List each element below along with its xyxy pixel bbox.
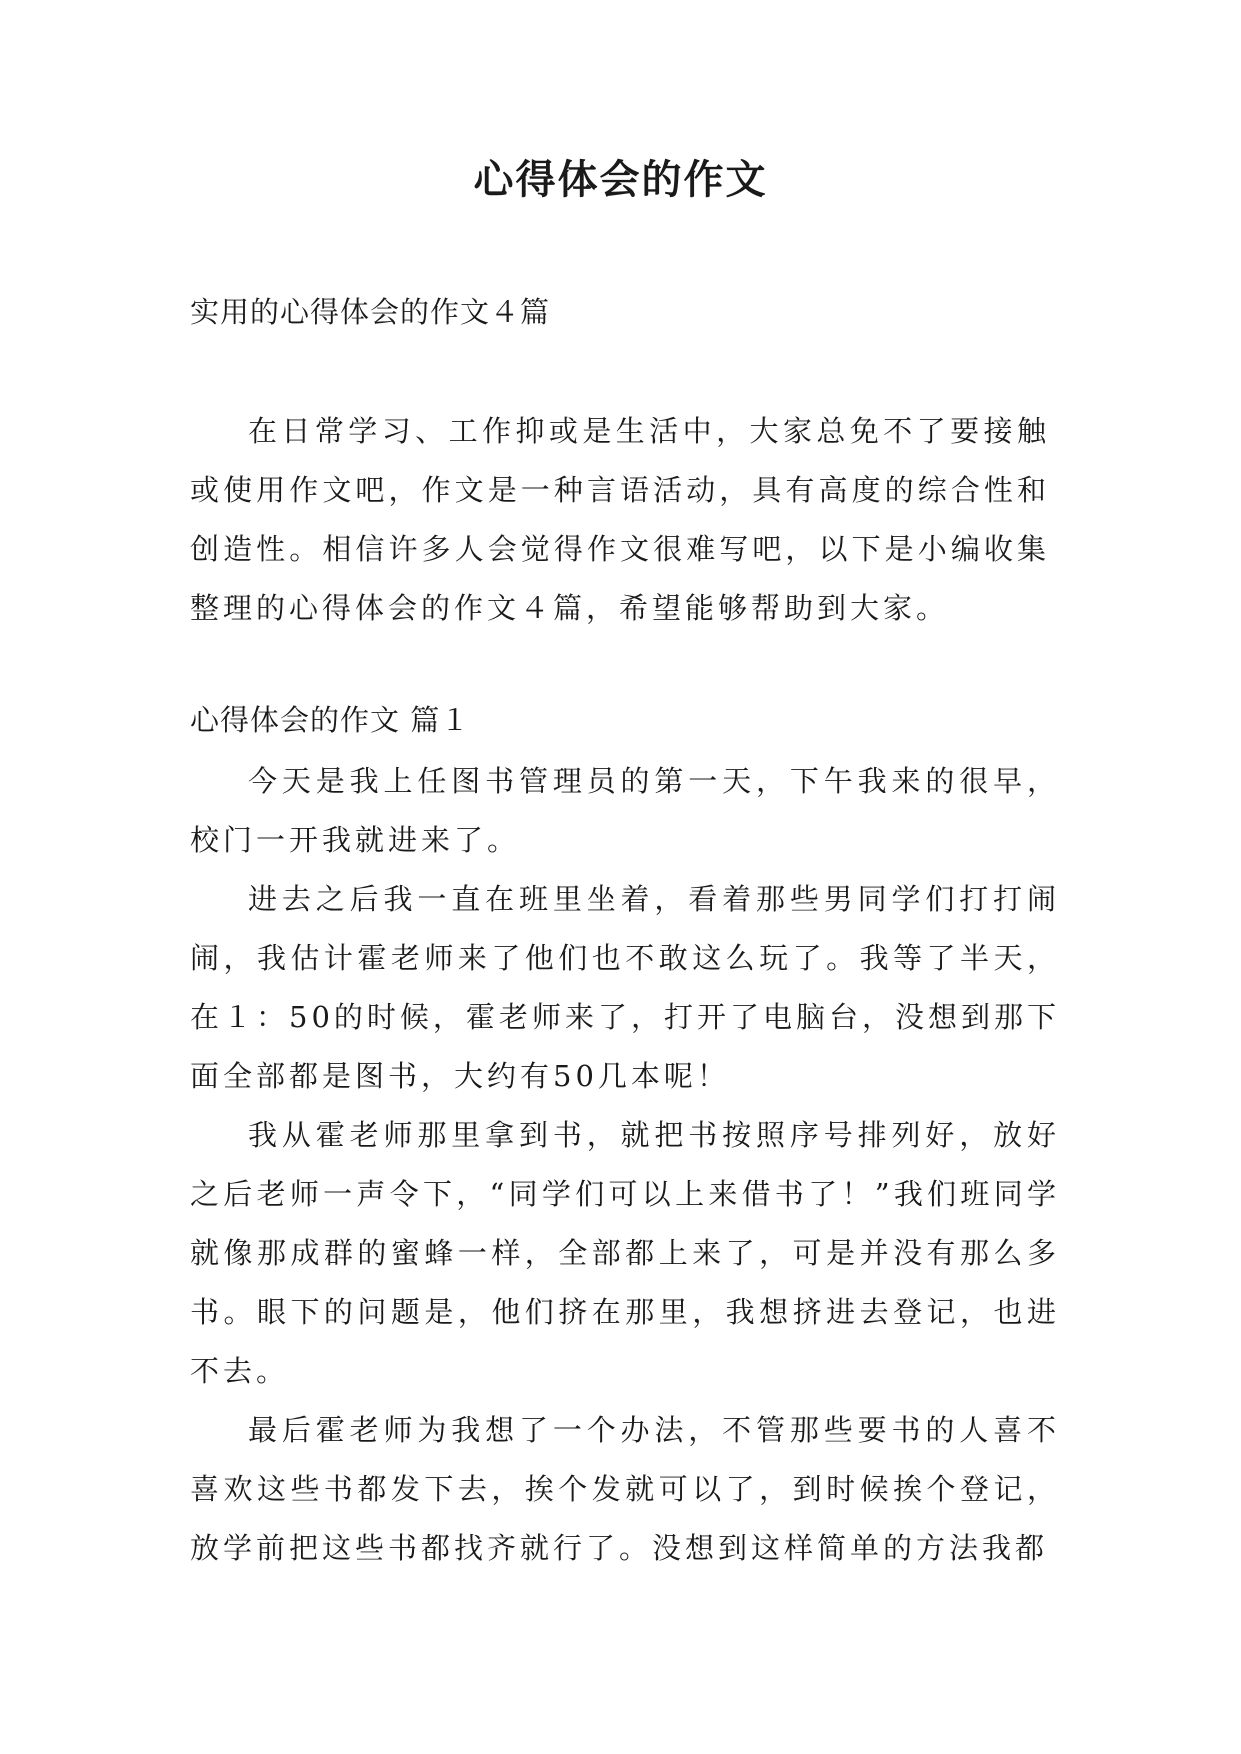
document-title: 心得体会的作文 [473, 157, 768, 203]
body-paragraph: 我从霍老师那里拿到书，就把书按照序号排列好，放好之后老师一声令下，“同学们可以上来借书了！”我们班同学就像那成群的蜜蜂一样，全部都上来了，可是并没有那么多书。眼下的问题是，他们挤在那里，我想挤进去登记，也进不去。 [190, 1118, 1060, 1388]
document-subtitle: 实用的心得体会的作文４篇 [190, 295, 551, 329]
body-paragraph: 今天是我上任图书管理员的第一天，下午我来的很早，校门一开我就进来了。 [190, 764, 1060, 857]
intro-paragraph: 在日常学习、工作抑或是生活中，大家总免不了要接触或使用作文吧，作文是一种言语活动，具有高度的综合性和创造性。相信许多人会觉得作文很难写吧，以下是小编收集整理的心得体会的作文４篇，希望能够帮助到大家。 [190, 414, 1050, 625]
body-paragraph: 最后霍老师为我想了一个办法，不管那些要书的人喜不喜欢这些书都发下去，挨个发就可以了，到时候挨个登记，放学前把这些书都找齐就行了。没想到这样简单的方法我都 [190, 1413, 1060, 1565]
section-body [190, 752, 1060, 1578]
section-heading: 心得体会的作文 篇１ [190, 703, 471, 737]
body-paragraph: 进去之后我一直在班里坐着，看着那些男同学们打打闹闹，我估计霍老师来了他们也不敢这么玩了。我等了半天，在１：50的时候，霍老师来了，打开了电脑台，没想到那下面全部都是图书，大约有50几本呢！ [190, 882, 1060, 1093]
